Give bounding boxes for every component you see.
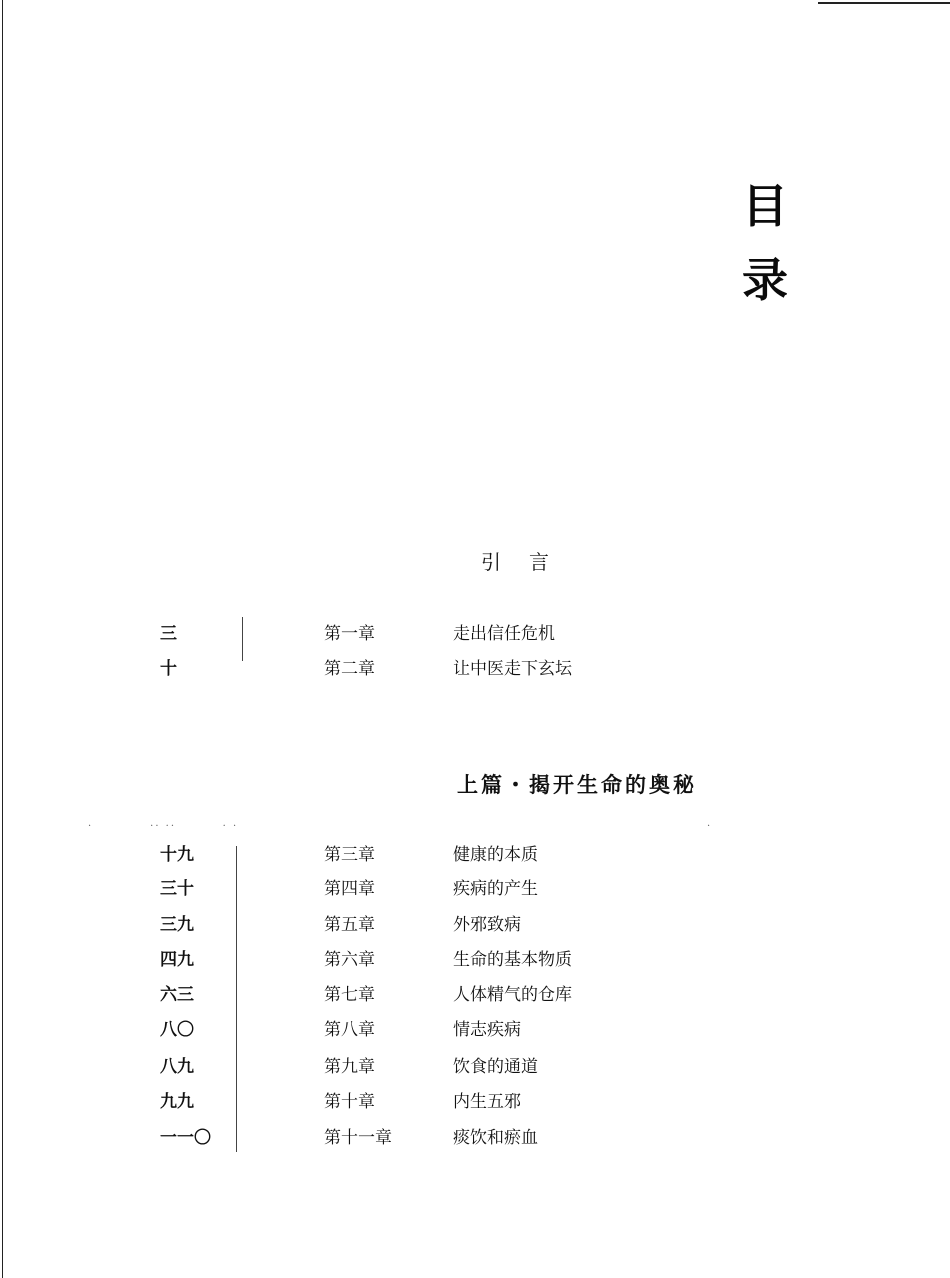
intro-heading: 引言: [481, 550, 577, 574]
toc-page-number: 十九: [160, 845, 194, 865]
toc-row[interactable]: [0, 843, 950, 867]
toc-title-char-1: 目: [742, 179, 788, 233]
toc-page-number: 八九: [160, 1057, 194, 1077]
toc-page-number: 九九: [160, 1092, 194, 1112]
toc-row[interactable]: [0, 1126, 950, 1150]
toc-chapter-title: 内生五邪: [453, 1092, 521, 1112]
toc-chapter-label: 第九章: [324, 1057, 375, 1077]
toc-page-number: 三十: [160, 879, 194, 899]
toc-chapter-title: 外邪致病: [453, 915, 521, 935]
toc-chapter-label: 第二章: [324, 659, 375, 679]
scan-speckle: ·: [707, 821, 713, 832]
toc-chapter-title: 情志疾病: [453, 1020, 521, 1040]
toc-page-number: 八〇: [160, 1020, 194, 1040]
toc-chapter-label: 第八章: [324, 1020, 375, 1040]
toc-row[interactable]: [0, 1055, 950, 1079]
toc-page-number: 六三: [160, 985, 194, 1005]
toc-chapter-title: 走出信任危机: [453, 624, 555, 644]
toc-chapter-title: 痰饮和瘀血: [453, 1128, 538, 1148]
toc-row[interactable]: [0, 1018, 950, 1042]
toc-chapter-label: 第一章: [324, 624, 375, 644]
toc-chapter-title: 饮食的通道: [453, 1057, 538, 1077]
toc-row[interactable]: [0, 913, 950, 937]
toc-chapter-title: 让中医走下玄坛: [453, 659, 572, 679]
toc-chapter-label: 第十一章: [324, 1128, 392, 1148]
toc-row[interactable]: [0, 983, 950, 1007]
toc-title-char-2: 录: [742, 253, 788, 307]
toc-chapter-label: 第四章: [324, 879, 375, 899]
scan-speckle: · ·· ·· · ·: [88, 821, 239, 832]
toc-chapter-label: 第十章: [324, 1092, 375, 1112]
toc-chapter-title: 健康的本质: [453, 845, 538, 865]
toc-page-number: 三: [160, 624, 177, 644]
toc-page-number: 三九: [160, 915, 194, 935]
toc-row[interactable]: [0, 657, 950, 681]
toc-page-number: 一一〇: [160, 1128, 211, 1148]
toc-chapter-title: 生命的基本物质: [453, 950, 572, 970]
toc-chapter-label: 第七章: [324, 985, 375, 1005]
toc-row[interactable]: [0, 622, 950, 646]
toc-chapter-label: 第三章: [324, 845, 375, 865]
toc-chapter-label: 第六章: [324, 950, 375, 970]
toc-chapter-title: 人体精气的仓库: [453, 985, 572, 1005]
top-right-rule: [818, 2, 950, 4]
toc-row[interactable]: [0, 948, 950, 972]
toc-chapter-title: 疾病的产生: [453, 879, 538, 899]
toc-chapter-label: 第五章: [324, 915, 375, 935]
toc-page-number: 四九: [160, 950, 194, 970]
toc-row[interactable]: [0, 1090, 950, 1114]
toc-row[interactable]: [0, 877, 950, 901]
part1-heading: 上篇・揭开生命的奥秘: [457, 772, 697, 797]
toc-page-number: 十: [160, 659, 177, 679]
